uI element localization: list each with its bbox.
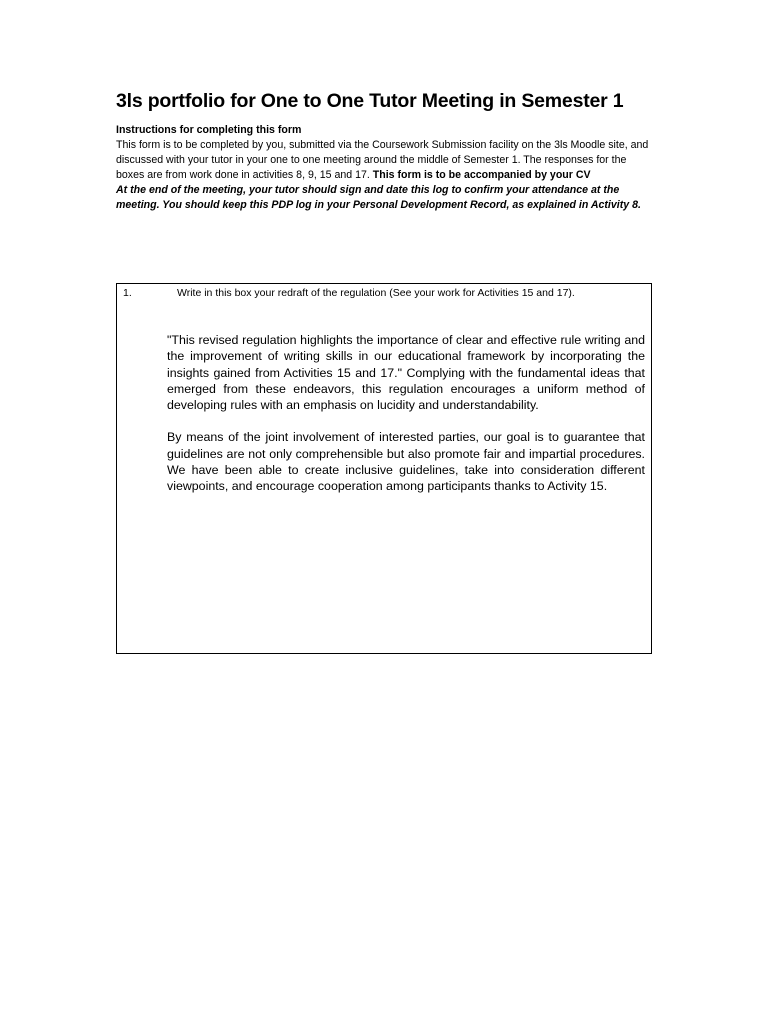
question-row <box>123 286 645 300</box>
instructions-section <box>116 123 652 213</box>
question-number: 1. <box>123 287 132 299</box>
question-prompt: Write in this box your redraft of the regulation (See your work for Activities 15 and 17). <box>177 287 575 299</box>
document-title: 3ls portfolio for One to One Tutor Meeting in Semester 1 <box>116 90 624 112</box>
instructions-cv-note: This form is to be accompanied by your CV <box>372 169 591 181</box>
document-page <box>116 88 652 213</box>
answer-paragraph-1: "This revised regulation highlights the importance of clear and effective rule writing and the improvement of writing skills in our educational framework by incorporating the insights gained from Activities 15 and 17." Complying with the fundamental ideas that emerged from these endeavors, this regulation encourages a uniform method of developing rules with an emphasis on lucidity and understandability. <box>167 333 645 413</box>
answer-paragraph-2: By means of the joint involvement of interested parties, our goal is to guarantee that guidelines are not only comprehensible but also promote fair and impartial procedures. We have been able to create inclusive guidelines, take into consideration different viewpoints, and encourage cooperation among participants thanks to Activity 15. <box>167 430 645 494</box>
instructions-body: This form is to be completed by you, submitted via the Coursework Submission facility on the 3ls Moodle site, and discussed with your tutor in your one to one meeting around the middle of Semester 1. The responses for the boxes are from work done in activities 8, 9, 15 and 17. <box>116 139 649 181</box>
answer-box[interactable] <box>116 283 652 654</box>
instructions-heading: Instructions for completing this form <box>116 124 302 136</box>
answer-text <box>167 332 645 511</box>
instructions-meeting-note: At the end of the meeting, your tutor should sign and date this log to confirm your attendance at the meeting. You should keep this PDP log in your Personal Development Record, as explained in Activity 8. <box>116 184 641 211</box>
